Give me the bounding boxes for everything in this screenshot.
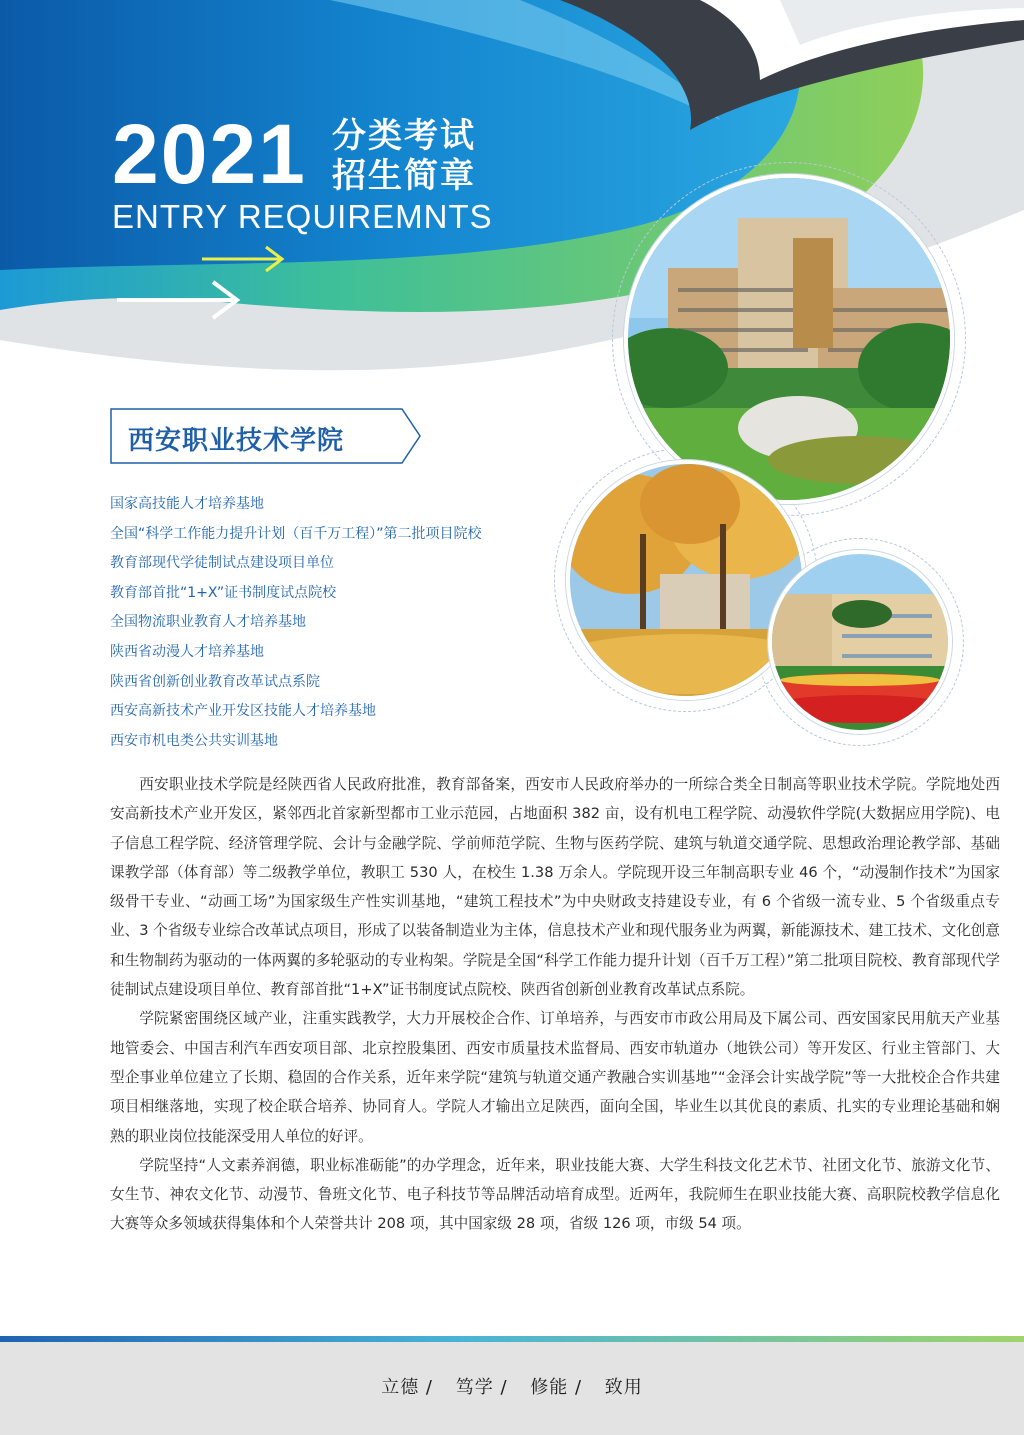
list-item: 教育部现代学徒制试点建设项目单位 — [110, 555, 334, 572]
list-item: 全国“科学工作能力提升计划（百千万工程）”第二批项目院校 — [110, 525, 482, 542]
school-motto — [0, 1373, 1024, 1399]
year-heading: 2021 — [112, 107, 307, 201]
brochure-title-english: ENTRY REQUIREMNTS — [112, 198, 493, 235]
brochure-title — [332, 116, 476, 196]
motto-word: 笃学 / — [455, 1377, 508, 1398]
list-item: 教育部首批“1+X”证书制度试点院校 — [110, 584, 337, 601]
garden-building-photo — [768, 550, 952, 734]
campus-building-photo — [624, 174, 954, 504]
brochure-title-line2: 招生简章 — [332, 156, 476, 196]
white-arrow-icon — [115, 278, 245, 324]
intro-paragraph: 学院坚持“人文素养润德，职业标准砺能”的办学理念，近年来，职业技能大赛、大学生科技文化艺术节、社团文化节、旅游文化节、女生节、神农文化节、动漫节、鲁班文化节、电子科技节等品牌活动培育成型。近两年，我院师生在职业技能大赛、高职院校教学信息化大赛等众多领域获得集体和个人荣誉共计 208 项，其中国家级 28 项，省级 126 项，市级 54 项。 — [110, 1156, 1000, 1233]
list-item: 陕西省创新创业教育改革试点系院 — [110, 673, 320, 690]
motto-word: 立德 / — [381, 1377, 433, 1398]
intro-paragraph: 西安职业技术学院是经陕西省人民政府批准，教育部备案，西安市人民政府举办的一所综合类全日制高等职业技术学院。学院地处西安高新技术产业开发区，紧邻西北首家新型都市工业示范园，占地面积 382 亩，设有机电工程学院、动漫软件学院(大数据应用学院)、电子信息工程学院、经济管理学院、会计与金融学院、学前师范学院、生物与医药学院、建筑与轨道交通学院、思想政治理论教学部、基础课教学部（体育部）等二级教学单位，教职工 530 人，在校生 1.38 万余人。学院现开设三年制高职专业 46 个，“动漫制作技术”为国家级骨干专业、“动画工场”为国家级生产性实训基地，“建筑工程技术”为中央财政支持建设专业，有 6 个省级一流专业、5 个省级重点专业、3 个省级专业综合改革试点项目，形成了以装备制造业为主体，信息技术产业和现代服务业为两翼，新能源技术、建工技术、文化创意和生物制药为驱动的一体两翼的多轮驱动的专业构架。学院是全国“科学工作能力提升计划（百千万工程）”第二批项目院校、教育部现代学徒制试点建设项目单位、教育部首批“1+X”证书制度试点院校、陕西省创新创业教育改革试点系院。 — [110, 776, 1000, 999]
list-item: 西安高新技术产业开发区技能人才培养基地 — [110, 703, 376, 720]
list-item: 国家高技能人才培养基地 — [110, 496, 264, 512]
motto-word: 致用 — [604, 1377, 643, 1398]
school-name: 西安职业技术学院 — [128, 426, 345, 456]
school-introduction — [110, 770, 1000, 1239]
list-item: 陕西省动漫人才培养基地 — [110, 643, 264, 660]
list-item: 西安市机电类公共实训基地 — [110, 732, 278, 749]
list-item: 全国物流职业教育人才培养基地 — [110, 614, 306, 631]
brochure-title-line1: 分类考试 — [332, 116, 476, 156]
motto-word: 修能 / — [530, 1377, 583, 1398]
yellow-arrow-icon — [200, 244, 290, 274]
intro-paragraph: 学院紧密围绕区域产业，注重实践教学，大力开展校企合作、订单培养，与西安市市政公用局及下属公司、西安国家民用航天产业基地管委会、中国吉利汽车西安项目部、北京控股集团、西安市质量技术监督局、西安市轨道办（地铁公司）等开发区、行业主管部门、大型企事业单位建立了长期、稳固的合作关系，近年来学院“建筑与轨道交通产教融合实训基地”“金泽会计实战学院”等一大批校企合作共建项目相继落地，实现了校企联合培养、协同育人。学院人才输出立足陕西，面向全国，毕业生以其优良的素质、扎实的专业理论基础和娴熟的职业岗位技能深受用人单位的好评。 — [110, 1010, 1000, 1145]
honors-list — [110, 490, 630, 756]
